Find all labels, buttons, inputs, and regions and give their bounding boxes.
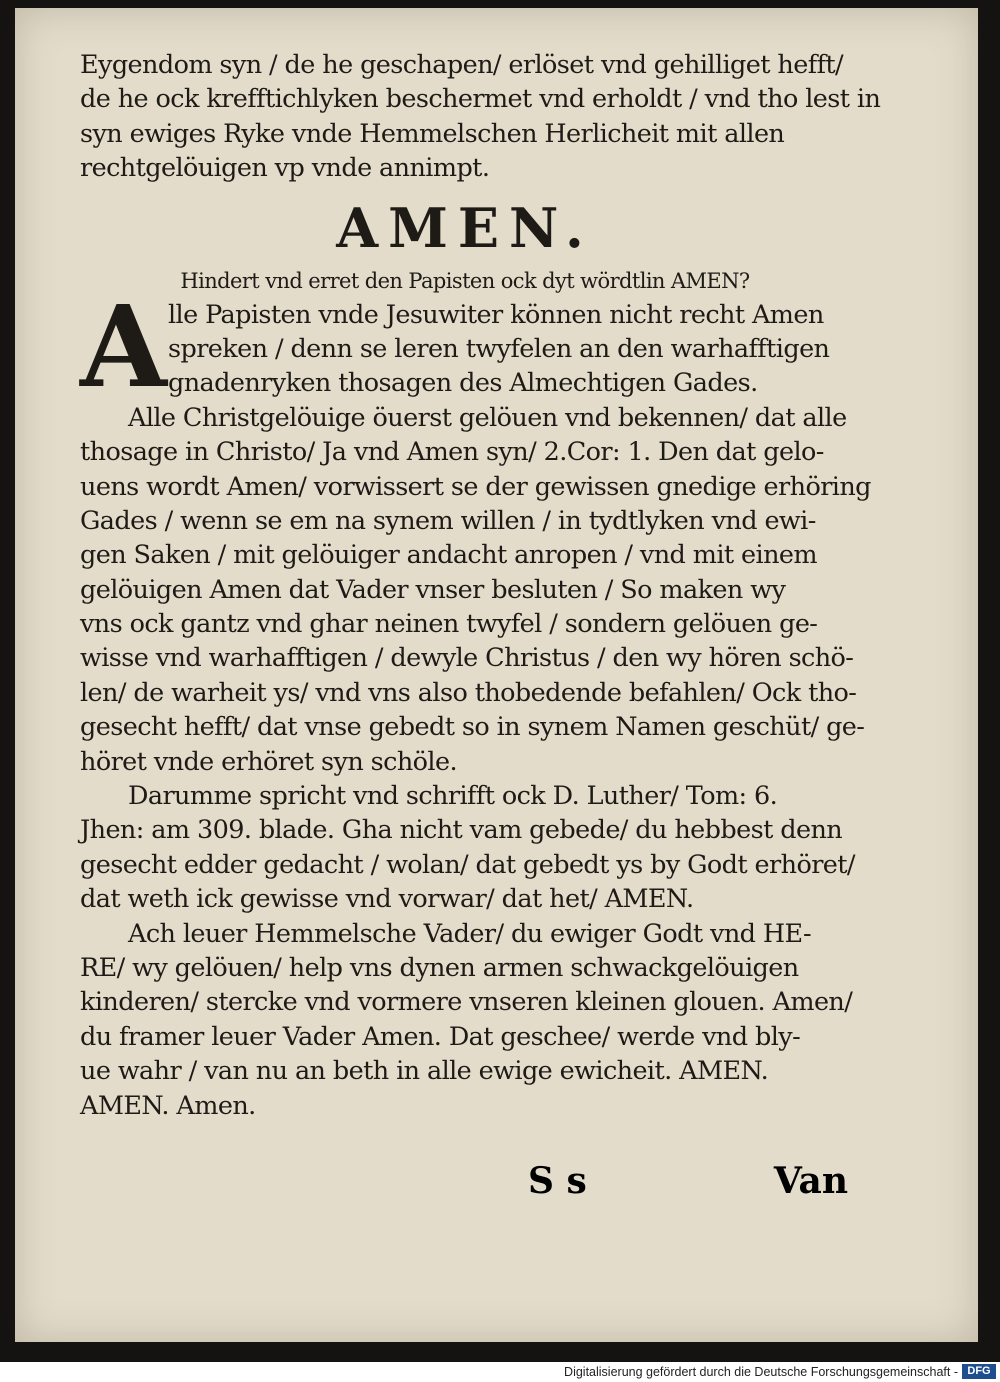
- text-line: rechtgelöuigen vp vnde annimpt.: [80, 153, 490, 184]
- text-line: len/ de warheit ys/ vnd vns also thobedende befahlen/ Ock tho-: [80, 677, 857, 708]
- text-line: gnadenryken thosagen des Almechtigen Gades.: [168, 368, 758, 399]
- text-line: uens wordt Amen/ vorwissert se der gewissen gnedige erhöring: [80, 471, 871, 502]
- text-line: Jhen: am 309. blade. Gha nicht vam gebede/ du hebbest denn: [80, 815, 843, 846]
- text-line: höret vnde erhöret syn schöle.: [80, 746, 457, 777]
- text-line: de he ock krefftichlyken beschermet vnd erholdt / vnd tho lest in: [80, 84, 881, 115]
- text-line: Gades / wenn se em na synem willen / in tydtlyken vnd ewi-: [80, 505, 816, 536]
- text-line: du framer leuer Vader Amen. Dat geschee/ werde vnd bly-: [80, 1021, 801, 1052]
- paragraph-4: [80, 917, 853, 1123]
- paragraph-1: [80, 281, 850, 413]
- funding-credit: Digitalisierung gefördert durch die Deutsche Forschungsgemeinschaft -: [564, 1365, 958, 1379]
- text-line: wisse vnd warhafftigen / dewyle Christus / den wy hören schö-: [80, 643, 854, 674]
- text-line: Darumme spricht vnd schrifft ock D. Luther/ Tom: 6.: [128, 781, 778, 812]
- text-line: vns ock gantz vnd ghar neinen twyfel / sondern gelöuen ge-: [80, 609, 818, 640]
- text-line: gesecht edder gedacht / wolan/ dat gebedt ys by Godt erhöret/: [80, 849, 855, 880]
- signature-mark: S s: [528, 1160, 587, 1202]
- paragraph-3: [80, 779, 855, 917]
- paragraph-2: [80, 401, 871, 779]
- section-subtitle: Hindert vnd erret den Papisten ock dyt wördtlin AMEN?: [180, 268, 750, 293]
- book-page: [15, 8, 978, 1342]
- text-line: thosage in Christo/ Ja vnd Amen syn/ 2.Cor: 1. Den dat gelo-: [80, 437, 824, 468]
- catchword: Van: [773, 1160, 848, 1202]
- text-line: ue wahr / van nu an beth in alle ewige ewicheit. AMEN.: [80, 1056, 769, 1087]
- text-line: RE/ wy gelöuen/ help vns dynen armen schwackgelöuigen: [80, 952, 799, 983]
- text-line: Eygendom syn / de he geschapen/ erlöset vnd gehilliget hefft/: [80, 50, 844, 80]
- text-line: Alle Christgelöuige öuerst gelöuen vnd bekennen/ dat alle: [128, 402, 847, 433]
- text-line: AMEN. Amen.: [80, 1090, 256, 1121]
- drop-cap-initial: A: [80, 281, 167, 413]
- text-line: Ach leuer Hemmelsche Vader/ du ewiger Godt vnd HE-: [128, 918, 812, 949]
- credit-bar: [0, 1362, 1000, 1382]
- text-line: syn ewiges Ryke vnde Hemmelschen Herlicheit mit allen: [80, 118, 785, 149]
- page-text: [80, 48, 881, 1123]
- text-line: kinderen/ stercke vnd vormere vnseren kleinen glouen. Amen/: [80, 987, 853, 1018]
- dfg-logo: DFG: [962, 1364, 996, 1379]
- text-line: lle Papisten vnde Jesuwiter können nicht recht Amen: [168, 299, 824, 330]
- text-line: gelöuigen Amen dat Vader vnser besluten / So maken wy: [80, 574, 786, 605]
- text-line: gen Saken / mit gelöuiger andacht anropen / vnd mit einem: [80, 540, 817, 571]
- text-line: dat weth ick gewisse vnd vorwar/ dat het/ AMEN.: [80, 884, 694, 915]
- text-line: gesecht hefft/ dat vnse gebedt so in synem Namen geschüt/ ge-: [80, 712, 865, 743]
- text-line: spreken / denn se leren twyfelen an den warhafftigen: [168, 333, 830, 364]
- section-title: AMEN.: [336, 195, 594, 260]
- page-footer: [473, 1156, 848, 1206]
